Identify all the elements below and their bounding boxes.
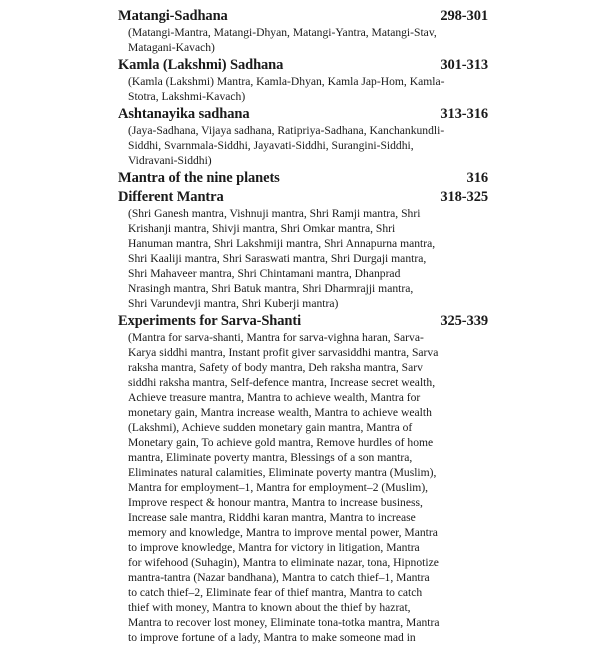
entry-title: Ashtanayika sadhana	[118, 106, 250, 122]
entry-heading	[118, 189, 488, 206]
entry-page-range: 316	[466, 170, 488, 186]
entry-subline: Siddhi, Svarnmala-Siddhi, Jayavati-Siddhi, Surangini-Siddhi,	[128, 139, 414, 152]
entry-heading	[118, 8, 488, 25]
entry-subline: (Kamla (Lakshmi) Mantra, Kamla-Dhyan, Kamla Jap-Hom, Kamla-	[128, 75, 445, 88]
entry-subline: siddhi raksha mantra, Self-defence mantra, Increase secret wealth,	[128, 376, 436, 389]
entry-subline: raksha mantra, Safety of body mantra, Deh raksha mantra, Sarv	[128, 361, 423, 374]
entry-subline: memory and knowledge, Mantra to improve mental power, Mantra	[128, 526, 438, 539]
entry-heading	[118, 106, 488, 123]
entry-subline: Nrasingh mantra, Shri Batuk mantra, Shri Dharmrajji mantra,	[128, 282, 414, 295]
entry-heading	[118, 313, 488, 330]
entry-heading	[118, 57, 488, 74]
entry-subline: to improve fortune of a lady, Mantra to make someone mad in	[128, 631, 416, 644]
toc-entry	[0, 8, 600, 55]
entry-subline: Eliminates natural calamities, Eliminate poverty mantra (Muslim),	[128, 466, 437, 479]
entry-page-range: 298-301	[440, 8, 488, 24]
entry-subline: monetary gain, Mantra increase wealth, Mantra to achieve wealth	[128, 406, 432, 419]
entry-subline: Shri Varundevji mantra, Shri Kuberji mantra)	[128, 297, 339, 310]
entry-subline: (Lakshmi), Achieve sudden monetary gain mantra, Mantra of	[128, 421, 413, 434]
entry-title: Kamla (Lakshmi) Sadhana	[118, 57, 284, 73]
entry-subline: to catch thief–2, Eliminate fear of thief mantra, Mantra to catch	[128, 586, 423, 599]
toc-entry	[0, 106, 600, 168]
entry-title: Experiments for Sarva-Shanti	[118, 313, 302, 329]
entry-subline: Monetary gain, To achieve gold mantra, Remove hurdles of home	[128, 436, 434, 449]
entry-subline: (Matangi-Mantra, Matangi-Dhyan, Matangi-Yantra, Matangi-Stav,	[128, 26, 437, 39]
entry-subline: Karya siddhi mantra, Instant profit giver sarvasiddhi mantra, Sarva	[128, 346, 439, 359]
toc-entry	[0, 313, 600, 645]
entry-page-range: 301-313	[440, 57, 488, 73]
entry-subline: Achieve treasure mantra, Mantra to achieve wealth, Mantra for	[128, 391, 421, 404]
entry-subline: (Jaya-Sadhana, Vijaya sadhana, Ratipriya-Sadhana, Kanchankundli-	[128, 124, 445, 137]
entry-subline: (Shri Ganesh mantra, Vishnuji mantra, Shri Ramji mantra, Shri	[128, 207, 421, 220]
entry-subline: Shri Mahaveer mantra, Shri Chintamani mantra, Dhanprad	[128, 267, 401, 280]
entry-subline: for wifehood (Suhagin), Mantra to eliminate nazar, tona, Hipnotize	[128, 556, 439, 569]
entry-page-range: 318-325	[440, 189, 488, 205]
entry-subline: Shri Kaaliji mantra, Shri Saraswati mantra, Shri Durgaji mantra,	[128, 252, 427, 265]
toc-entry	[0, 189, 600, 311]
entry-subline: Vidravani-Siddhi)	[128, 154, 212, 167]
entry-subline: mantra-tantra (Nazar bandhana), Mantra to catch thief–1, Mantra	[128, 571, 430, 584]
entry-subline: Mantra for employment–1, Mantra for employment–2 (Muslim),	[128, 481, 429, 494]
toc-entry	[0, 170, 600, 187]
entry-subline: Increase sale mantra, Riddhi karan mantra, Mantra to increase	[128, 511, 416, 524]
entry-title: Mantra of the nine planets	[118, 170, 280, 186]
entry-page-range: 325-339	[440, 313, 488, 329]
entry-subline: Stotra, Lakshmi-Kavach)	[128, 90, 246, 103]
entry-subline: Matagani-Kavach)	[128, 41, 215, 54]
entry-page-range: 313-316	[440, 106, 488, 122]
entry-title: Matangi-Sadhana	[118, 8, 228, 24]
entry-title: Different Mantra	[118, 189, 224, 205]
entry-subline: (Mantra for sarva-shanti, Mantra for sarva-vighna haran, Sarva-	[128, 331, 424, 344]
entry-subline: Krishanji mantra, Shivji mantra, Shri Omkar mantra, Shri	[128, 222, 396, 235]
entry-subline: Hanuman mantra, Shri Lakshmiji mantra, Shri Annapurna mantra,	[128, 237, 436, 250]
entry-subline: thief with money, Mantra to known about the thief by hazrat,	[128, 601, 411, 614]
entry-subline: Improve respect & honour mantra, Mantra to increase business,	[128, 496, 423, 509]
entry-subline: mantra, Eliminate poverty mantra, Blessings of a son mantra,	[128, 451, 413, 464]
toc-entry	[0, 57, 600, 104]
entry-subline: Mantra to recover lost money, Eliminate tona-totka mantra, Mantra	[128, 616, 440, 629]
entry-heading	[118, 170, 488, 187]
entry-subline: to improve knowledge, Mantra for victory in litigation, Mantra	[128, 541, 420, 554]
